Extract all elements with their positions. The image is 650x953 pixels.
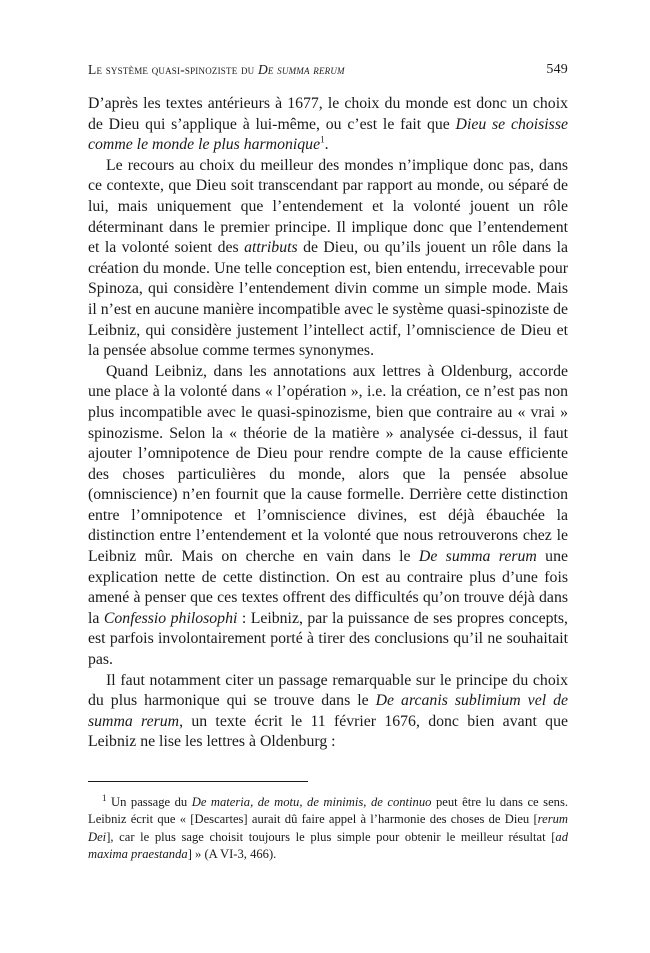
running-header	[88, 62, 568, 78]
p3-text-e: : Leibniz, par la puissance de ses propres concepts, est parfois involontairement porté à tirer des conclusions qu’il ne souhaitait pas.	[88, 609, 568, 669]
footnote-marker: 1	[102, 792, 107, 803]
p2-text-c: de Dieu, ou qu’ils jouent un rôle dans la création du monde. Une telle conception est, bien entendu, irrecevable pour Spinoza, qui considère l’entendement divin comme un simple mode. Mais il n’est en aucune manière incompatible avec le système quasi-spinoziste de Leibniz, qui considère justement l’intellect actif, l’omniscience de Dieu et la pensée absolue comme termes synonymes.	[88, 239, 568, 360]
p4-text-a: Il faut notamment citer un passage remarquable sur le principe du choix du plus harmonique qui se trouve dans le	[88, 671, 568, 710]
fn-text-e: ], car le plus sage choisit toujours le plus simple pour obtenir le meilleur résultat [	[106, 829, 556, 844]
footnote-ref-1[interactable]: 1	[320, 134, 325, 145]
page-number: 549	[546, 62, 568, 77]
fn-text-g: ] » (A VI-3, 466).	[187, 847, 277, 862]
p3-text-c: une explication nette de cette distinction. On est au contraire plus d’une fois amené à penser que ces textes offrent des difficultés qu’on trouve déjà dans la	[88, 548, 568, 627]
p1-text-a: D’après les textes antérieurs à 1677, le choix du monde est donc un choix de Dieu qui s’applique à lui-même, ou c’est le fait que	[88, 95, 568, 133]
running-title-italic: De summa rerum	[257, 62, 345, 77]
p2-italic: attributs	[244, 239, 298, 257]
p3-text-a: Quand Leibniz, dans les annotations aux lettres à Oldenburg, accorde une place à la volonté dans « l’opération », i.e. la création, ce n’est pas non plus incompatible avec le quasi-spinozisme, bien que contraire au « vrai » spinozisme. Selon la « théorie de la matière » analysée ci-dessus, il faut ajouter l’omnipotence de Dieu pour rendre compte de la cause efficiente des choses particulières du monde, alors que la pensée absolue (omniscience) n’en fournit que la cause formelle. Derrière cette distinction entre l’omnipotence et l’omniscience divines, est déjà ébauchée la distinction entre l’entendement et la volonté que nous retrouverons chez le Leibniz mûr. Mais on cherche en vain dans le	[88, 362, 568, 566]
fn-italic-3: ad maxima praestanda	[88, 829, 568, 862]
paragraph-4	[88, 671, 568, 753]
p1-text-c: .	[324, 136, 329, 154]
fn-text-c: peut être lu dans ce sens. Leibniz écrit que « [Descartes] aurait dû faire appel à l’harmonie des choses de Dieu [	[88, 795, 569, 827]
p3-italic-2: Confessio philosophi	[103, 609, 238, 627]
running-title: Le système quasi-spinoziste du	[88, 62, 258, 77]
footnote-1	[88, 794, 568, 864]
p2-text-a: Le recours au choix du meilleur des mondes n’implique donc pas, dans ce contexte, que Dieu soit transcendant par rapport au monde, ou séparé de lui, mais uniquement que l’entendement et la volonté jouent un rôle déterminant dans le premier principe. Il implique donc que l’entendement et la volonté soient des	[88, 156, 568, 257]
p3-italic-1: De summa rerum	[418, 548, 537, 566]
fn-italic-1: De materia, de motu, de minimis, de continuo	[191, 795, 432, 809]
fn-italic-2: rerum Dei	[88, 812, 568, 844]
paragraph-2	[88, 156, 568, 362]
paragraph-1	[88, 94, 568, 156]
footnote-separator	[88, 781, 308, 782]
paragraph-3	[88, 362, 568, 671]
p4-text-c: , un texte écrit le 11 février 1676, donc bien avant que Leibniz ne lise les lettres à Oldenburg :	[88, 712, 568, 751]
p1-italic: Dieu se choisisse comme le monde le plus harmonique	[88, 115, 568, 154]
fn-text-a: Un passage du	[106, 795, 192, 809]
p4-italic: De arcanis sublimium vel de summa rerum	[88, 692, 569, 730]
body-text	[88, 94, 568, 753]
